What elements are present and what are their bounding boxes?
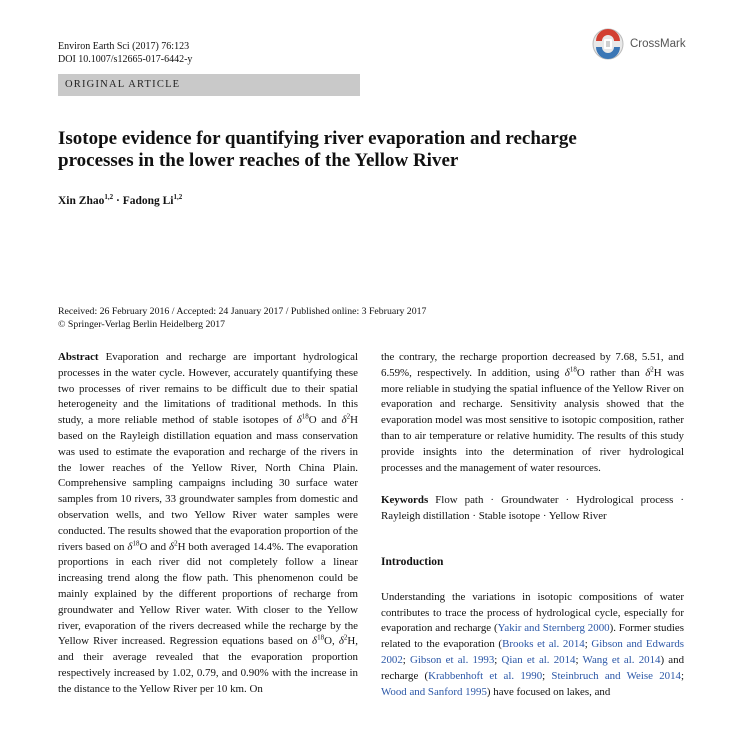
abstract-text: Evaporation and recharge are important hydrological processes in the water cycle. However, accurately quantifying these two processes of river remains to be difficult due to their spatial heterogeneity and the limitations of traditional methods. In this study, a more reliable method of stable isotopes of	[58, 351, 358, 427]
author-list	[58, 195, 182, 207]
introduction-heading: Introduction	[381, 555, 444, 568]
abstract-text: O and	[139, 540, 170, 553]
citation-link[interactable]: Wood and Sanford 1995	[381, 685, 487, 698]
delta-symbol: δ	[312, 635, 318, 648]
article-history	[58, 305, 426, 331]
delta-symbol: δ	[564, 366, 570, 379]
crossmark-icon	[592, 28, 624, 60]
isotope-superscript: 2	[650, 365, 654, 374]
abstract-text: O and	[308, 414, 342, 427]
delta-symbol: δ	[296, 414, 302, 427]
abstract-paragraph	[58, 350, 358, 698]
delta-symbol: δ	[341, 414, 347, 427]
body-text: ;	[542, 669, 552, 682]
body-text: ). Former studies related to the evaporation (	[381, 622, 684, 651]
article-type-label: ORIGINAL ARTICLE	[65, 79, 181, 90]
author-affiliation: 1,2	[104, 193, 114, 202]
doi-line[interactable]: DOI 10.1007/s12665-017-6442-y	[58, 54, 193, 65]
isotope-superscript: 18	[317, 633, 325, 642]
body-text: Understanding the variations in isotopic compositions of water contributes to trace the process of hydrological cycle, especially for evaporation and recharge (	[381, 590, 684, 635]
title-line-1: Isotope evidence for quantifying river evaporation and recharge	[58, 128, 577, 149]
author-affiliation: 1,2	[173, 193, 183, 202]
isotope-superscript: 2	[346, 412, 351, 421]
body-text: ;	[584, 638, 592, 651]
delta-symbol: δ	[127, 540, 133, 553]
citation-link[interactable]: Krabbenhoft et al. 1990	[428, 669, 543, 682]
introduction-paragraph	[381, 590, 684, 701]
abstract-text: H was more reliable in studying the spatial influence of the Yellow River on evaporation and recharge. Sensitivity analysis showed that the evaporation model was most sensitive to isotopic composition, rather than to air temperature or relative humidity. The results of this study provide insights into the determination of river hydrological processes and the management of water resources.	[381, 366, 684, 474]
title-line-2: processes in the lower reaches of the Yellow River	[58, 150, 459, 171]
keywords-paragraph	[381, 493, 684, 525]
abstract-label: Abstract	[58, 351, 99, 363]
isotope-superscript: 18	[132, 538, 140, 547]
keywords-text: Flow path · Groundwater · Hydrological process · Rayleigh distillation · Stable isotope · Yellow River	[381, 494, 684, 523]
body-text: ) and recharge (	[381, 653, 685, 682]
left-column	[58, 350, 358, 698]
abstract-text: O,	[324, 635, 339, 648]
journal-citation	[58, 40, 192, 66]
abstract-text: the contrary, the recharge proportion decreased by 7.68, 5.51, and 6.59%, respectively. In addition, using	[381, 351, 684, 379]
body-text: ;	[680, 669, 685, 682]
abstract-continuation	[381, 350, 684, 476]
copyright-line: © Springer-Verlag Berlin Heidelberg 2017	[58, 319, 226, 330]
delta-symbol: δ	[645, 366, 651, 379]
delta-symbol: δ	[169, 540, 175, 553]
citation-link[interactable]: Brooks et al. 2014	[502, 638, 585, 651]
abstract-text: O rather than	[576, 366, 646, 379]
author-name[interactable]: Fadong Li	[122, 195, 174, 207]
citation-link[interactable]: Steinbruch and Weise 2014	[551, 669, 681, 682]
crossmark-badge[interactable]	[592, 28, 686, 60]
author-separator: ·	[113, 195, 123, 207]
author-name[interactable]: Xin Zhao	[58, 195, 105, 207]
isotope-superscript: 2	[174, 538, 178, 547]
abstract-text: H both averaged 14.4%. The evaporation proportions in each river did not completely follow a linear increasing trend along the flow path. This phenomenon could be mainly explained by the different proportions of recharge from groundwater and Yellow River water. With closer to the Yellow river, evaporation of the rivers decreased while the recharge by the Yellow River increased. Regression equations based on	[58, 540, 358, 648]
citation-link[interactable]: Qian et al. 2014	[501, 653, 576, 666]
body-text: ;	[575, 653, 583, 666]
article-type-banner	[58, 74, 360, 96]
abstract-text: H, and their average revealed that the evaporation proportion respectively increased by 1.02, 0.79, and 0.90% with the increase in the distance to the Yellow River per 10 km. On	[58, 635, 358, 695]
journal-line: Environ Earth Sci (2017) 76:123	[58, 41, 190, 52]
isotope-superscript: 18	[569, 365, 577, 374]
body-text: ;	[402, 653, 411, 666]
delta-symbol: δ	[338, 635, 344, 648]
dates-line: Received: 26 February 2016 / Accepted: 24 January 2017 / Published online: 3 February 2017	[58, 306, 427, 317]
citation-link[interactable]: Gibson et al. 1993	[410, 653, 495, 666]
body-text: ) have focused on lakes, and	[486, 685, 611, 698]
citation-link[interactable]: Yakir and Sternberg 2000	[497, 622, 610, 635]
keywords-label: Keywords	[381, 494, 429, 507]
crossmark-label: CrossMark	[630, 38, 686, 50]
isotope-superscript: 18	[301, 412, 309, 421]
citation-link[interactable]: Wang et al. 2014	[582, 653, 661, 666]
abstract-text: H based on the Rayleigh distillation equation and mass conservation was used to estimate the evaporation and recharge of the rivers in the lower reaches of the Yellow River, North China Plain. Comprehensive sampling campaigns including 30 surface water samples from 10 rivers, 33 groundwater samples from domestic and observation wells, and two Yellow River water samples were conducted. The results showed that the evaporation proportion of the rivers based on	[58, 414, 358, 553]
citation-link[interactable]: Gibson and Edwards 2002	[381, 638, 685, 666]
body-text: ;	[494, 653, 502, 666]
article-title	[58, 128, 678, 172]
right-column	[381, 350, 684, 700]
isotope-superscript: 2	[343, 633, 348, 642]
